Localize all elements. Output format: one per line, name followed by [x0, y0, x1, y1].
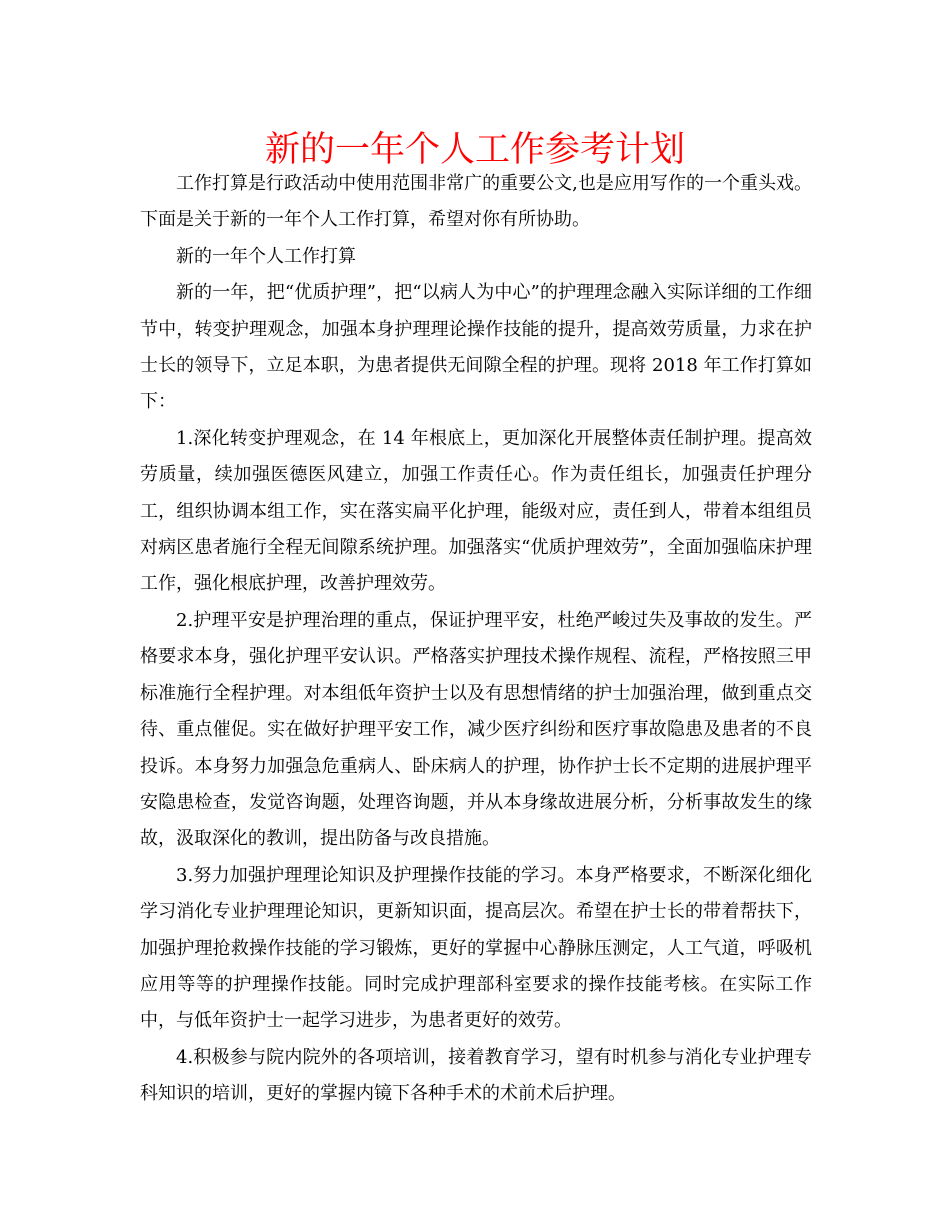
document-body: [140, 166, 812, 1113]
item-paragraph-2: 2.护理平安是护理治理的重点，保证护理平安，杜绝严峻过失及事故的发生。严格要求本身，强化护理平安认识。严格落实护理技术操作规程、流程，严格按照三甲标准施行全程护理。对本组低年资护士以及有思想情绪的护士加强治理，做到重点交待、重点催促。实在做好护理平安工作，减少医疗纠纷和医疗事故隐患及患者的不良投诉。本身努力加强急危重病人、卧床病人的护理，协作护士长不定期的进展护理平安隐患检查，发觉咨询题，处理咨询题，并从本身缘故进展分析，分析事故发生的缘故，汲取深化的教训，提出防备与改良措施。: [140, 609, 812, 850]
item-paragraph-4: 4.积极参与院内院外的各项培训，接着教育学习，望有时机参与消化专业护理专科知识的培训，更好的掌握内镜下各种手术的术前术后护理。: [140, 1046, 812, 1105]
section-heading: 新的一年个人工作打算: [176, 245, 356, 267]
item-paragraph-1: 1.深化转变护理观念，在 14 年根底上，更加深化开展整体责任制护理。提高效劳质量，续加强医德医风建立，加强工作责任心。作为责任组长，加强责任护理分工，组织协调本组工作，实在落实扁平化护理，能级对应，责任到人，带着本组组员对病区患者施行全程无间隙系统护理。加强落实“优质护理效劳”，全面加强临床护理工作，强化根底护理，改善护理效劳。: [140, 427, 812, 595]
document-title: 新的一年个人工作参考计划: [264, 130, 685, 170]
intro-paragraph: 工作打算是行政活动中使用范围非常广的重要公文,也是应用写作的一个重头戏。下面是关于新的一年个人工作打算，希望对你有所协助。: [140, 173, 812, 231]
item-paragraph-3: 3.努力加强护理理论知识及护理操作技能的学习。本身严格要求，不断深化细化学习消化专业护理理论知识，更新知识面，提高层次。希望在护士长的带着帮扶下，加强护理抢救操作技能的学习锻炼，更好的掌握中心静脉压测定，人工气道，呼吸机应用等等的护理操作技能。同时完成护理部科室要求的操作技能考核。在实际工作中，与低年资护士一起学习进步，为患者更好的效劳。: [140, 864, 812, 1032]
overview-paragraph: 新的一年，把“优质护理”，把“以病人为中心”的护理理念融入实际详细的工作细节中，转变护理观念，加强本身护理理论操作技能的提升，提高效劳质量，力求在护士长的领导下，立足本职，为患者提供无间隙全程的护理。现将 2018 年工作打算如下：: [140, 282, 812, 413]
